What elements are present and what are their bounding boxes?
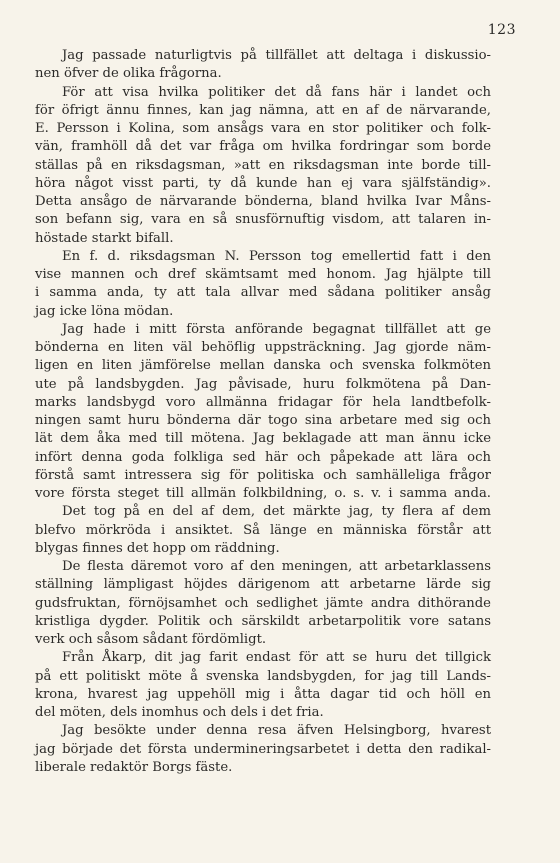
text-line: på ett politiskt möte å svenska landsbygden, for jag till Lands- <box>35 668 491 684</box>
text-line: för öfrigt ännu finnes, kan jag nämna, att en af de närvarande, <box>35 102 491 118</box>
text-line: i samma anda, ty att tala allvar med sådana politiker ansåg <box>35 285 491 301</box>
text-line: son befann sig, vara en så snusförnuftig visdom, att talaren in- <box>35 212 491 228</box>
text-line: ligen en liten jämförelse mellan danska och svenska folkmöten <box>35 358 491 374</box>
text-line: förstå samt intressera sig för politiska och samhälleliga frågor <box>35 467 491 483</box>
text-line: krona, hvarest jag uppehöll mig i åtta dagar tid och höll en <box>35 686 491 702</box>
text-line: blygas finnes det hopp om räddning. <box>35 540 280 556</box>
text-line: Från Åkarp, dit jag farit endast för att se huru det tillgick <box>62 650 491 666</box>
text-line: nen öfver de olika frågorna. <box>35 66 222 82</box>
text-line: ningen samt huru bönderna där togo sina arbetare med sig och <box>35 413 491 428</box>
text-line: blefvo mörkröda i ansiktet. Så länge en människa förstår att <box>35 522 491 538</box>
text-line: bönderna en liten väl behöflig uppsträckning. Jag gjorde näm- <box>35 340 491 355</box>
text-line: liberale redaktör Borgs fäste. <box>35 759 233 775</box>
text-line: infört denna goda folkliga sed här och påpekade att lära och <box>35 449 491 465</box>
body-text <box>35 47 491 777</box>
text-line: E. Persson i Kolina, som ansågs vara en stor politiker och folk- <box>35 121 491 136</box>
text-line: höstade starkt bifall. <box>35 230 174 246</box>
text-line: ställas på en riksdagsman, »att en riksdagsman inte borde till- <box>35 157 491 173</box>
text-line: vore första steget till allmän folkbildning, o. s. v. i samma anda. <box>35 486 491 501</box>
text-line: Jag passade naturligtvis på tillfället att deltaga i diskussio- <box>62 48 491 63</box>
text-line: kristliga dygder. Politik och särskildt arbetarpolitik vore satans <box>35 613 491 629</box>
text-line: Detta ansågo de närvarande bönderna, bland hvilka Ivar Måns- <box>35 194 491 209</box>
text-line: En f. d. riksdagsman N. Persson tog emellertid fatt i den <box>62 248 491 264</box>
text-line: marks landsbygd voro allmänna fridagar för hela landtbefolk- <box>35 394 491 410</box>
text-line: vän, framhöll då det var fråga om hvilka fordringar som borde <box>35 139 491 155</box>
text-line: För att visa hvilka politiker det då fans här i landet och <box>62 84 491 100</box>
text-line: ute på landsbygden. Jag påvisade, huru folkmötena på Dan- <box>35 376 491 392</box>
text-line: De flesta däremot voro af den meningen, att arbetarklassens <box>62 559 491 574</box>
text-line: höra något visst parti, ty då kunde han ej vara själfständig». <box>35 175 491 191</box>
text-line: ställning lämpligast höjdes därigenom att arbetarne lärde sig <box>35 577 491 593</box>
text-line: verk och såsom sådant fördömligt. <box>35 632 267 647</box>
text-line: Jag besökte under denna resa äfven Helsingborg, hvarest <box>62 723 491 739</box>
text-line: jag icke löna mödan. <box>35 303 174 319</box>
text-line: lät dem åka med till mötena. Jag beklagade att man ännu icke <box>35 431 491 447</box>
text-line: vise mannen och dref skämtsamt med honom. Jag hjälpte till <box>35 267 491 282</box>
text-line: Jag hade i mitt första anförande begagnat tillfället att ge <box>62 321 491 337</box>
text-line: del möten, dels inomhus och dels i det fria. <box>35 705 324 720</box>
text-line: gudsfruktan, förnöjsamhet och sedlighet jämte andra dithörande <box>35 595 491 611</box>
text-line: jag började det första undermineringsarbetet i detta den radikal- <box>35 741 491 757</box>
page-number: 123 <box>487 22 516 38</box>
text-line: Det tog på en del af dem, det märkte jag, ty flera af dem <box>62 504 491 520</box>
